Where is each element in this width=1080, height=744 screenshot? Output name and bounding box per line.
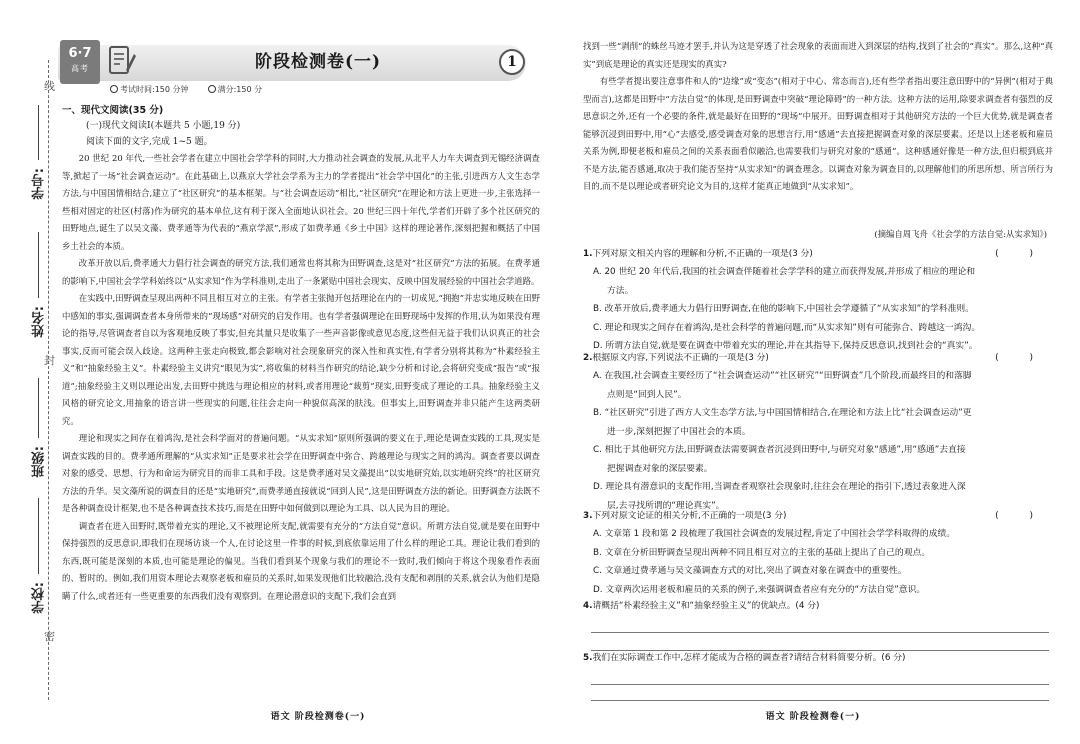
option-text: D. 理论具有潜意识的支配作用,当调查者观察社会现象时,往往会在理论的指引下,透过表象进入深 bbox=[593, 482, 966, 492]
option-text: A. 在我国,社会调查主要经历了“社会调查运动”“社区研究”“田野调查”几个阶段,而最终目的和落脚 bbox=[593, 371, 972, 381]
question-number: 4. bbox=[583, 601, 593, 611]
option-text: B. “社区研究”引进了西方人文生态学方法,与中国国情相结合,在理论和方法上比“社会调查运动”更 bbox=[593, 408, 972, 418]
right-page bbox=[583, 0, 1053, 744]
question-number: 5. bbox=[583, 653, 593, 663]
option-text-cont: 把握调查对象的深层要素。 bbox=[607, 463, 713, 474]
exam-score: 满分:150 分 bbox=[217, 85, 263, 94]
class-field[interactable] bbox=[38, 378, 39, 438]
section-heading: 一、现代文阅读(35 分) bbox=[62, 105, 164, 116]
clock-icon bbox=[110, 85, 118, 93]
option-text: B. 改革开放后,费孝通大力倡行田野调查,在他的影响下,中国社会学遵循了“从实求知”的学科准则。 bbox=[593, 304, 975, 314]
question-text: 下列对原文相关内容的理解和分析,不正确的一项是(3 分) bbox=[592, 249, 813, 259]
passage-paragraph-1: 20 世纪 20 年代,一些社会学者在建立中国社会学学科的同时,大力推动社会调查的发展,从北平人力车夫调查到无锡经济调查等,掀起了一场“社会调查运动”。在此基础上,以燕京大学社会学系为主力的学者提出“社会学中国化”的主张,引进西方人文生态学方法,与中国国情相结合,建立了“社区研究”的基本框架。与“社会调查运动”相比,“社区研究”在理论和方法上更进一步,主张选择一些相对固定的社区(村落)作为研究的基本单位,这有利于深入全面地认识社会。20 世纪三四十年代,学者们开辟了多个社区研究的田野地点,诞生了以吴文藻、费孝通等为代表的“燕京学派”,形成了如费孝通《乡土中国》这样的理论著作,深刻把握和概括了中国乡土社会的本质。 bbox=[62, 153, 540, 251]
left-page bbox=[58, 0, 543, 744]
option-a[interactable] bbox=[583, 263, 1053, 300]
exam-header bbox=[58, 40, 543, 100]
reading-passage bbox=[62, 150, 540, 605]
margin-label-student-id: 学号: bbox=[32, 168, 47, 200]
question-text: 下列对原文论证的相关分析,不正确的一项是(3 分) bbox=[592, 511, 787, 521]
answer-line[interactable] bbox=[591, 633, 1049, 651]
answer-parentheses[interactable]: ( ) bbox=[995, 511, 1047, 521]
option-a[interactable] bbox=[583, 367, 1053, 404]
badge-label: 高考 bbox=[71, 64, 89, 73]
passage-continued bbox=[583, 38, 1053, 196]
question-stem bbox=[583, 508, 1053, 525]
option-text: C. 理论和现实之间存在着鸿沟,是社会科学的普遍问题,而“从实求知”则有可能弥合、跨越这一鸿沟。 bbox=[593, 322, 981, 333]
question-stem bbox=[583, 350, 1053, 367]
question-4 bbox=[583, 598, 1053, 651]
passage-source: (摘编自周飞舟《社会学的方法自觉:从实求知》) bbox=[874, 229, 1047, 239]
passage-paragraph-5-cont: 找到一些“剥削”的蛛丝马迹才罢手,并认为这是穿透了社会现象的表面而进入到深层的结构,找到了社会的“真实”。那么,这种“真实”到底是理论的真实还是现实的真实? bbox=[583, 41, 1053, 69]
student-id-field[interactable] bbox=[38, 105, 39, 160]
passage-paragraph-3: 在实践中,田野调查呈现出两种不同且相互对立的主张。有学者主张抛开包括理论在内的一切成见,“拥抱”并忠实地反映在田野中感知的事实,强调调查者本身所带来的“现场感”对研究的启发作用。也有学者强调理论在田野现场中发挥的作用,认为如果没有理论的指导,尽管调查者自以为客观地反映了事实,但充其量只是收集了一些声音影像或意见态度,这些但无益于我们认识真正的社会事实,反而可能会误入歧途。这两种主张走向极致,都会影响对社会现象研究的深入性和真实性,有学者分别将其称为“朴素经验主义”和“抽象经验主义”。朴素经验主义讲究“眼见为实”,将收集的材料当作研究的结论,缺少分析和讨论,会将研究变成“报告”或“报道”;抽象经验主义则以理论出发,去田野中挑选与理论相应的材料,或者用理论“裁剪”现实,田野变成了理论的工具。抽象经验主义风格的研究论文,用抽象的语言讲一些现实的问题,往往会走向一种貌似高深的肤浅。但事实上,田野调查并非只能产生这两类研究。 bbox=[62, 293, 540, 426]
cut-char-feng: 封 bbox=[44, 354, 55, 367]
question-2 bbox=[583, 350, 1053, 515]
option-text: C. 相比于其他研究方法,田野调查法需要调查者沉浸到田野中,与研究对象“感通”,用“感通”去直接 bbox=[593, 445, 966, 455]
exam-info bbox=[110, 84, 262, 95]
notebook-pen-icon bbox=[108, 44, 136, 76]
answer-line[interactable] bbox=[591, 685, 1049, 701]
option-b[interactable] bbox=[583, 544, 1053, 563]
option-b[interactable] bbox=[583, 404, 1053, 441]
margin-label-name: 姓名: bbox=[32, 306, 47, 338]
cut-char-mi: 密 bbox=[44, 630, 55, 643]
name-field[interactable] bbox=[38, 232, 39, 298]
question-3 bbox=[583, 508, 1053, 599]
score-icon bbox=[208, 85, 216, 93]
page-title: 阶段检测卷(一) bbox=[254, 52, 382, 72]
margin-label-school: 学校: bbox=[32, 582, 47, 614]
question-stem bbox=[583, 246, 1053, 263]
option-d[interactable] bbox=[583, 581, 1053, 600]
question-stem bbox=[583, 598, 1053, 615]
question-number: 1. bbox=[583, 249, 593, 259]
option-a[interactable] bbox=[583, 525, 1053, 544]
question-number: 3. bbox=[583, 511, 593, 521]
footer-left: 语文 阶段检测卷(一) bbox=[270, 712, 366, 722]
option-text-cont: 方法。 bbox=[607, 285, 634, 296]
footer-right: 语文 阶段检测卷(一) bbox=[765, 712, 861, 722]
option-text: A. 文章第 1 段和第 2 段梳理了我国社会调查的发展过程,肯定了中国社会学学科取得的成绩。 bbox=[593, 529, 956, 539]
option-text-cont: 进一步,深刻把握了中国社会的本质。 bbox=[607, 426, 751, 437]
option-text: D. 文章两次运用老板和雇员的关系的例子,来强调调查者应有充分的“方法自觉”意识。 bbox=[593, 584, 926, 595]
answer-parentheses[interactable]: ( ) bbox=[995, 249, 1047, 259]
option-text-cont: 点则是“回到人民”。 bbox=[607, 389, 687, 400]
option-b[interactable] bbox=[583, 300, 1053, 319]
question-text: 我们在实际调查工作中,怎样才能成为合格的调查者?请结合材料简要分析。(6 分) bbox=[592, 653, 906, 663]
option-c[interactable] bbox=[583, 319, 1053, 338]
exam-time: 考试时间:150 分钟 bbox=[120, 85, 189, 94]
passage-paragraph-4: 理论和现实之间存在着鸿沟,是社会科学面对的普遍问题。“从实求知”原则所强调的要义在于,理论是调查实践的工具,现实是调查实践的目的。费孝通所理解的“从实求知”正是要求社会学在田野调查中弥合、跨越理论与现实之间的鸿沟。调查者要以调查对象的感受、思想、行为和命运为研究目的而非工具和手段。这是费孝通对吴文藻提出“以实地研究始,以实地研究终”的社区研究方法的升华。吴文藻所说的调查目的还是“实地研究”,而费孝通直接就说“回到人民”,这是田野调查方法的新论。田野调查方法既不是各种调查设计框架,也不是各种调查技术技巧,而是在田野中如何做到以理论为工具、以人民为目的理论。 bbox=[62, 433, 540, 513]
question-1 bbox=[583, 246, 1053, 356]
passage-paragraph-5: 调查者在进入田野时,既带着充实的理论,又不被理论所支配,就需要有充分的“方法自觉”意识。所谓方法自觉,就是要在田野中保持强烈的反思意识,即我们在现场访谈一个人,在讨论这里一件事的时候,到底依靠运用了什么样的理论工具。理论让我们看到的东西,既可能是深刻的本质,也可能是理论的偏见。当我们看到某个现象与我们的理论不一致时,我们倾向于将这个现象看作表面的、暂时的。例如,我们用资本理论去观察老板和雇员的关系时,如果发现他们比较融洽,没有支配和剥削的关系,就会认为他们是隐瞒了什么,或者还有一些更重要的东西我们没有观察到。在理论潜意识的支配下,我们会直到 bbox=[62, 520, 540, 601]
option-c[interactable] bbox=[583, 562, 1053, 581]
series-badge bbox=[60, 40, 100, 84]
answer-line[interactable] bbox=[591, 615, 1049, 633]
option-text-cont: 层,去寻找所谓的“理论真实”。 bbox=[607, 500, 725, 511]
badge-number: 6·7 bbox=[68, 46, 92, 61]
margin-label-class: 班级: bbox=[32, 446, 47, 478]
cut-char-xian: 线 bbox=[44, 80, 55, 93]
option-text: A. 20 世纪 20 年代后,我国的社会调查伴随着社会学学科的建立而获得发展,并形成了相应的理论和 bbox=[593, 267, 976, 277]
answer-parentheses[interactable]: ( ) bbox=[995, 353, 1047, 363]
option-text: D. 所谓方法自觉,就是要在调查中带着充实的理论,并在其指导下,保持反思意识,找到社会的“真实”。 bbox=[593, 341, 978, 351]
option-text: C. 文章通过费孝通与吴文藻调查方式的对比,突出了调查对象在调查中的重要性。 bbox=[593, 566, 907, 576]
question-5 bbox=[583, 650, 1053, 701]
page-number-circle: 1 bbox=[499, 49, 525, 75]
option-text: B. 文章在分析田野调查呈现出两种不同且相互对立的主张的基础上提出了自己的观点。 bbox=[593, 547, 931, 558]
question-number: 2. bbox=[583, 353, 593, 363]
instruction: 阅读下面的文字,完成 1~5 题。 bbox=[86, 137, 213, 147]
question-text: 请概括“朴素经验主义”和“抽象经验主义”的优缺点。(4 分) bbox=[592, 601, 820, 611]
question-stem bbox=[583, 650, 1053, 667]
question-text: 根据原文内容,下列说法不正确的一项是(3 分) bbox=[592, 353, 769, 363]
option-c[interactable] bbox=[583, 441, 1053, 478]
passage-paragraph-6: 有些学者提出要注意事件和人的“边缘”或“变态”(相对于中心、常态而言),还有些学者指出要注意田野中的“异例”(相对于典型而言),这都是田野中“方法自觉”的体现,是田野调查中突破“理论障碍”的一种方法。这种方法的运用,除要求调查者有强烈的反思意识之外,还有一个必要的条件,就是最好在田野的“现场”中展开。田野调查相对于其他研究方法的一个巨大优势,就是调查者能够沉浸到田野中,用“心”去感受,感受调查对象的思想言行,用“感通”去直接把握调查对象的深层要素。还是以上述老板和雇员关系为例,即便老板和雇员之间的关系表面看似融洽,也需要我们与研究对象的“感通”。这种感通好像是一种方法,但归根到底并不是方法,能否感通,取决于我们能否坚持“从实求知”的调查理念。以调查对象为调查目的,以理解他们的所思所想、所言所行为目的,而不是以理论或者研究论文为目的,这样才能真正地做到“从实求知”。 bbox=[583, 76, 1053, 191]
sub-heading: (一)现代文阅读Ⅰ(本题共 5 小题,19 分) bbox=[86, 121, 241, 131]
school-field[interactable] bbox=[38, 498, 39, 574]
passage-paragraph-2: 改革开放以后,费孝通大力倡行社会调查的研究方法,我们通常也将其称为田野调查,这是对“社区研究”方法的拓展。在费孝通的影响下,中国社会学学科始终以“从实求知”作为学科准则,走出了一条紧贴中国社会现实、反映中国发展经验的中国社会学道路。 bbox=[62, 258, 540, 286]
answer-line[interactable] bbox=[591, 667, 1049, 685]
